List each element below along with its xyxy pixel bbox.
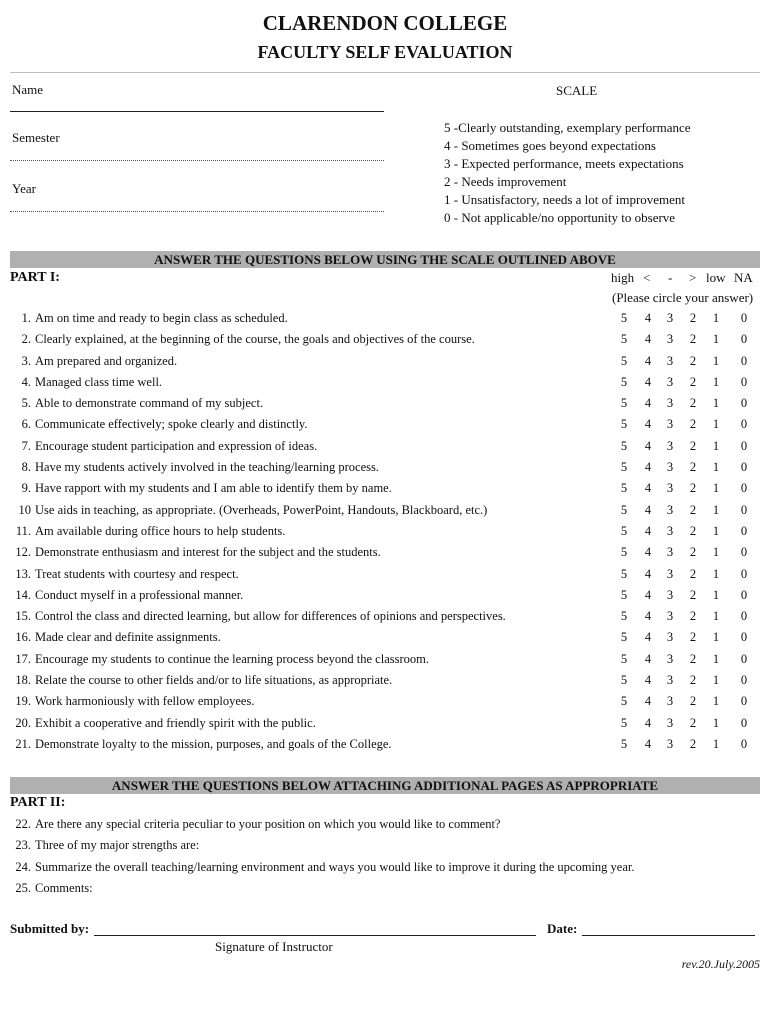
question-number: 7.	[21, 438, 31, 453]
rating-option[interactable]: 0	[740, 417, 748, 432]
rating-option[interactable]: 5	[620, 374, 628, 389]
rating-option[interactable]: 5	[620, 566, 628, 581]
date-label: Date:	[547, 921, 578, 936]
rating-option[interactable]: 4	[644, 438, 652, 453]
rating-option[interactable]: 5	[620, 481, 628, 496]
question-row	[0, 351, 770, 372]
question-number: 23.	[15, 838, 31, 853]
rating-option[interactable]: 5	[620, 332, 628, 347]
rating-option[interactable]: 5	[620, 396, 628, 411]
rating-option[interactable]: 0	[740, 374, 748, 389]
rating-option[interactable]: 0	[740, 715, 748, 730]
scale-item: 0 - Not applicable/no opportunity to observe	[444, 210, 676, 225]
scale-item: 1 - Unsatisfactory, needs a lot of improvement	[444, 192, 686, 207]
col-na-label: NA	[734, 270, 753, 285]
question-text: Demonstrate loyalty to the mission, purposes, and goals of the College.	[35, 736, 392, 751]
question-text: Work harmoniously with fellow employees.	[35, 694, 255, 709]
rating-option[interactable]: 5	[620, 694, 628, 709]
signature-field[interactable]	[94, 935, 536, 936]
question-number: 19.	[15, 694, 31, 709]
part2-question-list	[0, 814, 770, 899]
question-text: Have my students actively involved in the teaching/learning process.	[35, 460, 380, 475]
question-text: Demonstrate enthusiasm and interest for the subject and the students.	[35, 545, 381, 560]
question-row	[0, 457, 770, 478]
rating-option[interactable]: 1	[712, 374, 720, 389]
rating-option[interactable]: 1	[712, 694, 720, 709]
question-row	[0, 521, 770, 542]
rating-option[interactable]: 1	[712, 651, 720, 666]
rating-option[interactable]: 0	[740, 609, 748, 624]
rating-option[interactable]: 3	[666, 481, 674, 496]
question-number: 8.	[21, 460, 31, 475]
question-number: 6.	[21, 417, 31, 432]
semester-label: Semester	[12, 130, 60, 145]
question-row	[0, 478, 770, 499]
rating-option[interactable]: 5	[620, 715, 628, 730]
question-number: 9.	[21, 481, 31, 496]
rating-option[interactable]: 1	[712, 736, 720, 751]
rating-option[interactable]: 2	[689, 694, 697, 709]
question-number: 14.	[15, 587, 31, 602]
rating-option[interactable]: 5	[620, 502, 628, 517]
rating-option[interactable]: 0	[740, 694, 748, 709]
rating-option[interactable]: 5	[620, 523, 628, 538]
semester-field[interactable]	[10, 160, 384, 161]
rating-option[interactable]: 2	[689, 438, 697, 453]
part1-banner: ANSWER THE QUESTIONS BELOW USING THE SCALE OUTLINED ABOVE	[10, 251, 760, 268]
question-number: 1.	[21, 311, 31, 325]
rating-option[interactable]: 4	[644, 332, 652, 347]
question-text: Am available during office hours to help students.	[35, 523, 286, 538]
rating-option[interactable]: 3	[666, 694, 674, 709]
rating-option[interactable]: 2	[689, 630, 697, 645]
rating-option[interactable]: 4	[644, 736, 652, 751]
question-number: 11.	[15, 523, 31, 538]
rating-option[interactable]: 3	[666, 353, 674, 368]
header-divider	[10, 72, 760, 73]
rating-option[interactable]: 2	[689, 609, 697, 624]
question-row	[0, 691, 770, 712]
question-number: 13.	[15, 566, 31, 581]
question-text: Summarize the overall teaching/learning environment and ways you would like to improve it during the upcoming year.	[35, 859, 635, 874]
rating-option[interactable]: 4	[644, 396, 652, 411]
rating-option[interactable]: 2	[689, 502, 697, 517]
question-text: Have rapport with my students and I am able to identify them by name.	[35, 481, 392, 496]
rating-option[interactable]: 2	[689, 481, 697, 496]
name-field[interactable]	[10, 111, 384, 112]
rating-option[interactable]: 0	[740, 587, 748, 602]
rating-option[interactable]: 4	[644, 587, 652, 602]
rating-option[interactable]: 5	[620, 651, 628, 666]
question-text: Comments:	[35, 880, 93, 895]
question-text: Encourage my students to continue the learning process beyond the classroom.	[35, 651, 429, 666]
rating-option[interactable]: 3	[666, 651, 674, 666]
rating-option[interactable]: 3	[666, 417, 674, 432]
revision-note: rev.20.July.2005	[681, 957, 760, 971]
rating-option[interactable]: 2	[689, 417, 697, 432]
col-gt-symbol: >	[689, 270, 697, 285]
scale-item: 3 - Expected performance, meets expectations	[444, 156, 684, 171]
rating-option[interactable]: 4	[644, 502, 652, 517]
rating-option[interactable]: 3	[666, 438, 674, 453]
rating-option[interactable]: 5	[620, 311, 628, 325]
rating-option[interactable]: 1	[712, 523, 720, 538]
question-row	[0, 734, 770, 755]
submitted-by-label: Submitted by:	[10, 921, 90, 936]
question-row	[0, 713, 770, 734]
rating-option[interactable]: 2	[689, 673, 697, 688]
question-text: Use aids in teaching, as appropriate. (Overheads, PowerPoint, Handouts, Blackboard, etc.)	[35, 502, 488, 517]
question-text: Communicate effectively; spoke clearly and distinctly.	[35, 417, 308, 432]
question-text: Encourage student participation and expression of ideas.	[35, 438, 318, 453]
rating-option[interactable]: 1	[712, 566, 720, 581]
name-label: Name	[12, 82, 44, 97]
col-high-label: high	[611, 270, 635, 285]
question-row	[0, 500, 770, 521]
rating-option[interactable]: 3	[666, 396, 674, 411]
rating-option[interactable]: 1	[712, 502, 720, 517]
rating-option[interactable]: 0	[740, 523, 748, 538]
part1-question-list	[0, 308, 770, 755]
rating-option[interactable]: 3	[666, 630, 674, 645]
rating-option[interactable]: 2	[689, 374, 697, 389]
question-text: Are there any special criteria peculiar to your position on which you would like to comment?	[35, 817, 501, 831]
rating-option[interactable]: 1	[712, 417, 720, 432]
rating-option[interactable]: 4	[644, 715, 652, 730]
rating-option[interactable]: 5	[620, 417, 628, 432]
rating-option[interactable]: 3	[666, 609, 674, 624]
question-number: 16.	[15, 630, 31, 645]
question-row	[0, 627, 770, 648]
rating-option[interactable]: 4	[644, 417, 652, 432]
rating-option[interactable]: 2	[689, 460, 697, 475]
rating-option[interactable]: 4	[644, 523, 652, 538]
rating-option[interactable]: 5	[620, 460, 628, 475]
question-row	[0, 308, 770, 329]
question-number: 15.	[15, 609, 31, 624]
college-name: CLARENDON COLLEGE	[262, 11, 508, 35]
rating-option[interactable]: 5	[620, 587, 628, 602]
question-row	[0, 564, 770, 585]
question-text: Control the class and directed learning, but allow for differences of opinions and perspectives.	[35, 609, 506, 624]
rating-option[interactable]: 4	[644, 374, 652, 389]
rating-option[interactable]: 3	[666, 545, 674, 560]
form-title: FACULTY SELF EVALUATION	[257, 42, 513, 62]
rating-option[interactable]: 0	[740, 502, 748, 517]
rating-option[interactable]: 1	[712, 545, 720, 560]
question-row	[0, 649, 770, 670]
question-number: 2.	[21, 332, 31, 347]
part2-question-row	[0, 857, 770, 878]
rating-option[interactable]: 2	[689, 587, 697, 602]
rating-option[interactable]: 2	[689, 566, 697, 581]
rating-option[interactable]: 4	[644, 545, 652, 560]
part2-banner: ANSWER THE QUESTIONS BELOW ATTACHING ADDITIONAL PAGES AS APPROPRIATE	[10, 777, 760, 794]
rating-option[interactable]: 3	[666, 715, 674, 730]
rating-option[interactable]: 0	[740, 353, 748, 368]
rating-option[interactable]: 3	[666, 332, 674, 347]
question-text: Am prepared and organized.	[35, 353, 178, 368]
rating-option[interactable]: 4	[644, 630, 652, 645]
question-number: 20.	[15, 715, 31, 730]
rating-option[interactable]: 2	[689, 332, 697, 347]
question-number: 4.	[21, 374, 31, 389]
rating-option[interactable]: 5	[620, 609, 628, 624]
question-row	[0, 606, 770, 627]
rating-option[interactable]: 1	[712, 673, 720, 688]
question-row	[0, 372, 770, 393]
question-number: 18.	[15, 673, 31, 688]
question-row	[0, 436, 770, 457]
question-text: Exhibit a cooperative and friendly spirit with the public.	[35, 715, 316, 730]
rating-option[interactable]: 1	[712, 587, 720, 602]
rating-option[interactable]: 5	[620, 438, 628, 453]
question-number: 24.	[15, 859, 31, 874]
scale-item: 2 - Needs improvement	[444, 174, 567, 189]
scale-legend	[444, 119, 691, 227]
question-text: Managed class time well.	[35, 374, 163, 389]
rating-option[interactable]: 2	[689, 651, 697, 666]
rating-option[interactable]: 2	[689, 523, 697, 538]
rating-option[interactable]: 3	[666, 460, 674, 475]
col-lt-symbol: <	[643, 270, 651, 285]
rating-option[interactable]: 4	[644, 460, 652, 475]
question-text: Am on time and ready to begin class as scheduled.	[35, 311, 288, 325]
rating-option[interactable]: 5	[620, 353, 628, 368]
part2-question-row	[0, 835, 770, 856]
scale-heading: SCALE	[556, 83, 598, 98]
col-low-label: low	[706, 270, 726, 285]
rating-option[interactable]: 2	[689, 311, 697, 325]
question-number: 10	[18, 502, 31, 517]
signature-caption: Signature of Instructor	[215, 939, 333, 954]
rating-option[interactable]: 3	[666, 736, 674, 751]
question-number: 3.	[21, 353, 31, 368]
rating-option[interactable]: 2	[689, 353, 697, 368]
rating-option[interactable]: 4	[644, 353, 652, 368]
question-number: 22.	[15, 817, 31, 831]
rating-option[interactable]: 3	[666, 374, 674, 389]
rating-option[interactable]: 1	[712, 438, 720, 453]
col-dash-symbol: -	[668, 270, 673, 285]
rating-option[interactable]: 0	[740, 566, 748, 581]
rating-option[interactable]: 3	[666, 673, 674, 688]
rating-option[interactable]: 0	[740, 673, 748, 688]
rating-option[interactable]: 0	[740, 396, 748, 411]
rating-option[interactable]: 4	[644, 481, 652, 496]
rating-option[interactable]: 3	[666, 523, 674, 538]
question-number: 21.	[15, 736, 31, 751]
rating-option[interactable]: 0	[740, 481, 748, 496]
question-text: Relate the course to other fields and/or to life situations, as appropriate.	[35, 673, 393, 688]
rating-option[interactable]: 3	[666, 566, 674, 581]
rating-option[interactable]: 2	[689, 715, 697, 730]
rating-option[interactable]: 1	[712, 396, 720, 411]
question-row	[0, 670, 770, 691]
question-text: Made clear and definite assignments.	[35, 630, 221, 645]
rating-option[interactable]: 4	[644, 694, 652, 709]
rating-option[interactable]: 1	[712, 609, 720, 624]
rating-option[interactable]: 0	[740, 651, 748, 666]
rating-option[interactable]: 0	[740, 545, 748, 560]
rating-option[interactable]: 2	[689, 545, 697, 560]
question-number: 17.	[15, 651, 31, 666]
date-field[interactable]	[582, 935, 755, 936]
question-row	[0, 414, 770, 435]
rating-option[interactable]: 0	[740, 311, 748, 325]
question-row	[0, 542, 770, 563]
rating-option[interactable]: 5	[620, 545, 628, 560]
rating-option[interactable]: 4	[644, 651, 652, 666]
question-number: 5.	[21, 396, 31, 411]
question-text: Conduct myself in a professional manner.	[35, 587, 244, 602]
rating-option[interactable]: 4	[644, 609, 652, 624]
rating-option[interactable]: 1	[712, 715, 720, 730]
rating-option[interactable]: 1	[712, 353, 720, 368]
rating-option[interactable]: 2	[689, 396, 697, 411]
rating-option[interactable]: 3	[666, 502, 674, 517]
rating-option[interactable]: 1	[712, 332, 720, 347]
part1-title: PART I:	[10, 270, 60, 285]
rating-option[interactable]: 5	[620, 630, 628, 645]
rating-option[interactable]: 0	[740, 630, 748, 645]
rating-option[interactable]: 4	[644, 311, 652, 325]
question-number: 12.	[15, 545, 31, 560]
rating-option[interactable]: 0	[740, 438, 748, 453]
rating-option[interactable]: 0	[740, 332, 748, 347]
question-row	[0, 329, 770, 350]
question-text: Treat students with courtesy and respect.	[35, 566, 239, 581]
question-row	[0, 585, 770, 606]
question-number: 25.	[15, 880, 31, 895]
question-text: Clearly explained, at the beginning of the course, the goals and objectives of the course.	[35, 332, 475, 347]
rating-option[interactable]: 1	[712, 630, 720, 645]
rating-option[interactable]: 3	[666, 311, 674, 325]
part2-title: PART II:	[10, 795, 66, 810]
scale-item: 4 - Sometimes goes beyond expectations	[444, 138, 656, 153]
question-row	[0, 393, 770, 414]
rating-option[interactable]: 0	[740, 736, 748, 751]
question-text: Able to demonstrate command of my subject.	[35, 396, 264, 411]
year-label: Year	[12, 181, 36, 196]
rating-option[interactable]: 4	[644, 566, 652, 581]
rating-option[interactable]: 1	[712, 481, 720, 496]
rating-option[interactable]: 3	[666, 587, 674, 602]
circle-instruction: (Please circle your answer)	[612, 290, 754, 305]
rating-option[interactable]: 5	[620, 736, 628, 751]
year-field[interactable]	[10, 211, 384, 212]
rating-option[interactable]: 5	[620, 673, 628, 688]
scale-item: 5 -Clearly outstanding, exemplary performance	[444, 120, 691, 135]
rating-option[interactable]: 1	[712, 460, 720, 475]
rating-option[interactable]: 2	[689, 736, 697, 751]
rating-option[interactable]: 4	[644, 673, 652, 688]
question-text: Three of my major strengths are:	[35, 838, 200, 853]
part2-question-row	[0, 814, 770, 835]
rating-option[interactable]: 0	[740, 460, 748, 475]
rating-option[interactable]: 1	[712, 311, 720, 325]
part2-question-row	[0, 878, 770, 899]
